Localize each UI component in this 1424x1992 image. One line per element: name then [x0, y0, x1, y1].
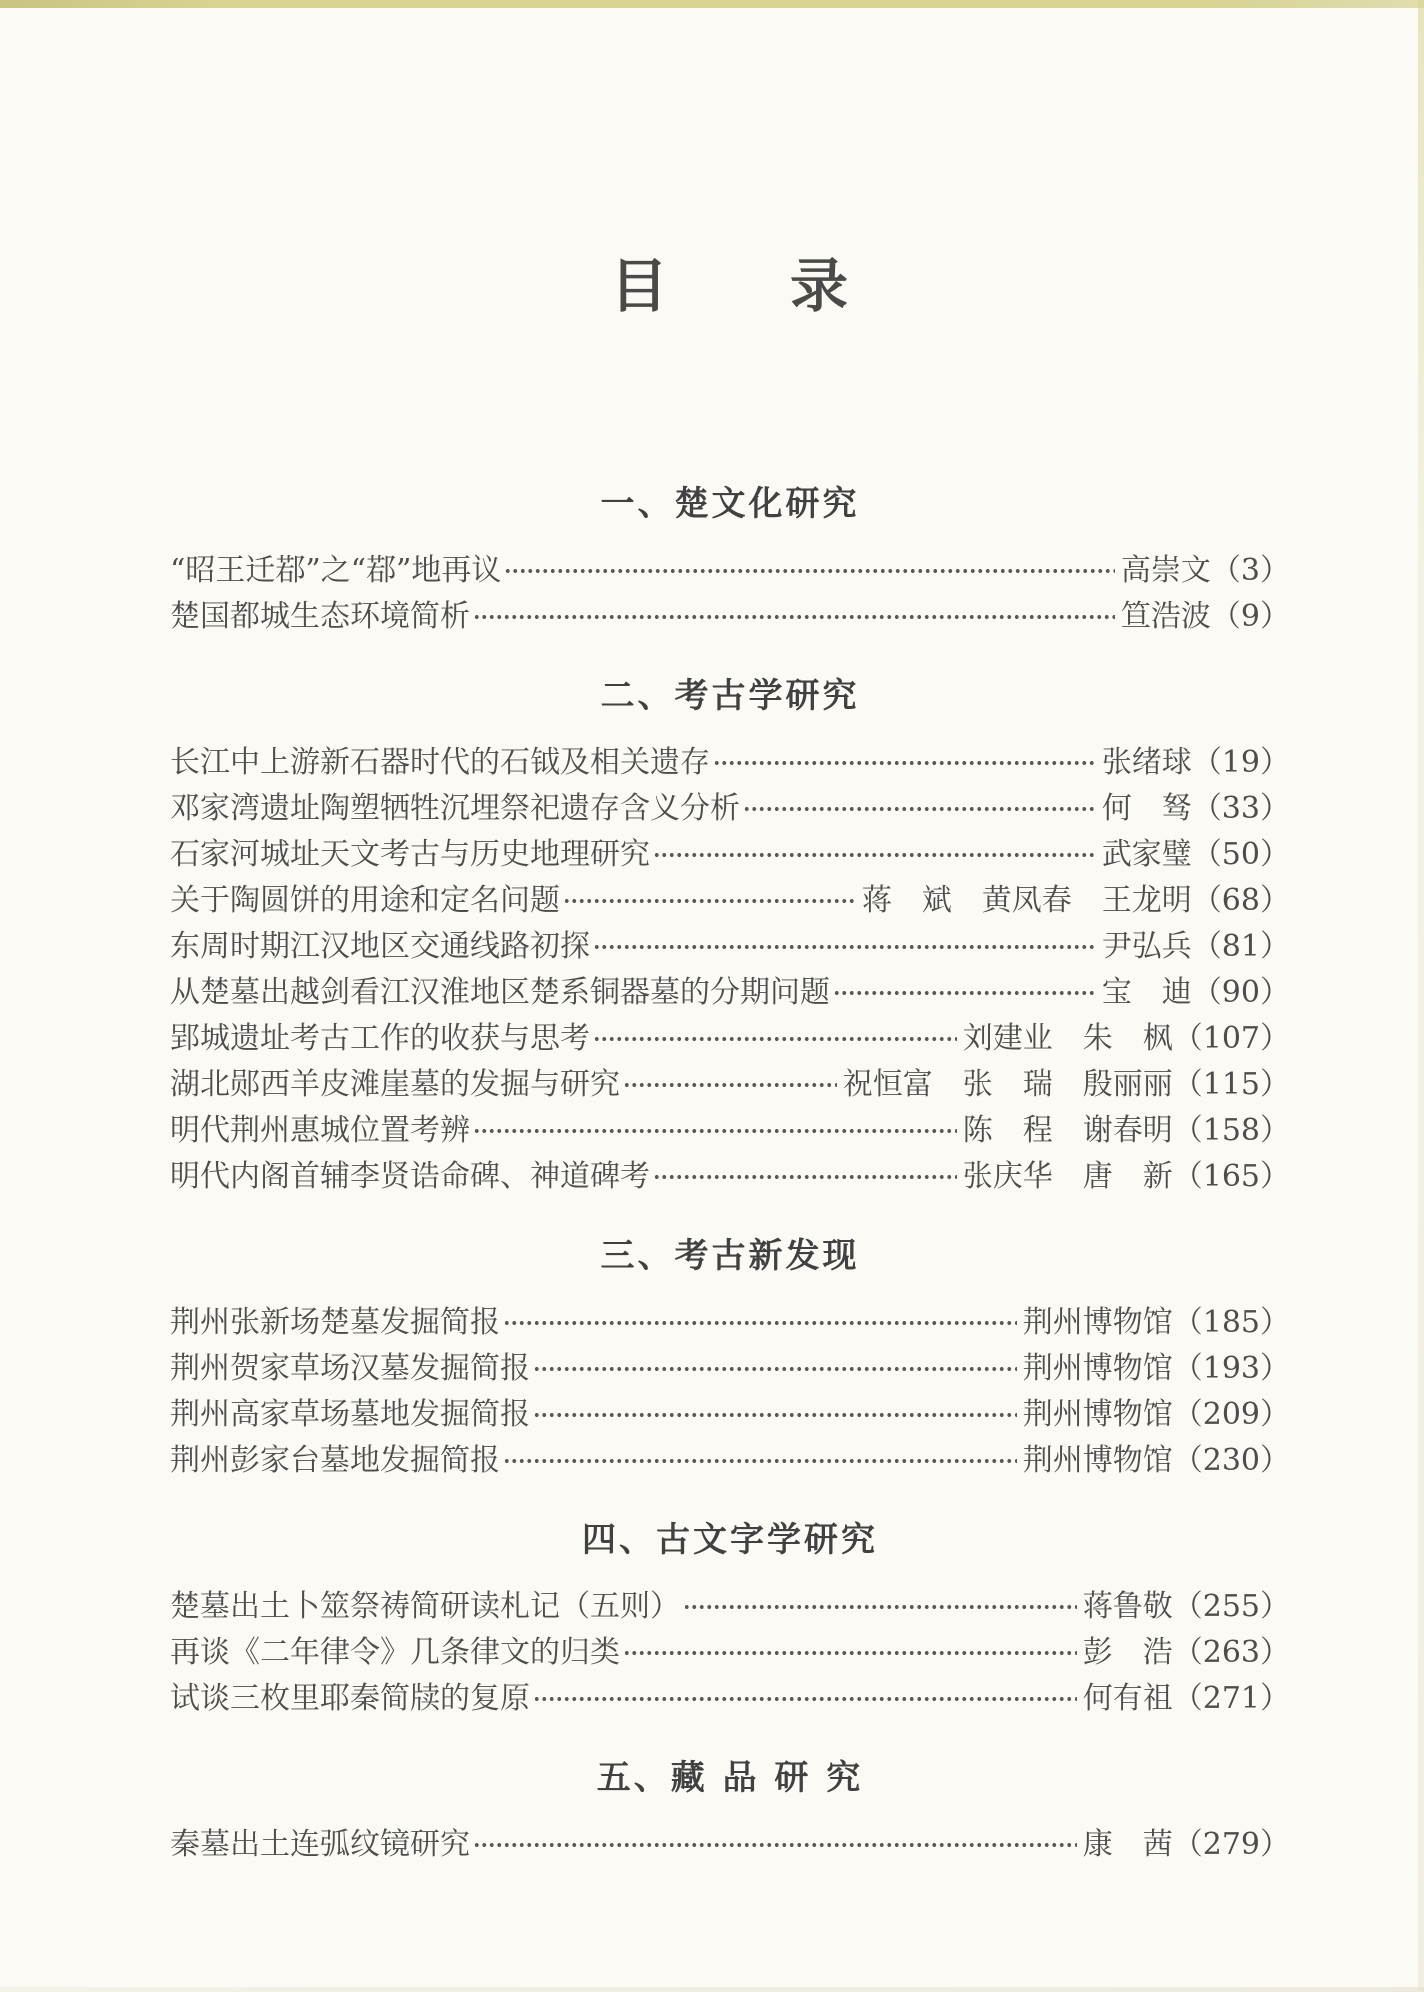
toc-entry	[170, 1016, 1290, 1062]
entry-title: 荆州贺家草场汉墓发掘简报	[170, 1351, 530, 1386]
entry-title: “昭王迁鄀”之“鄀”地再议	[170, 553, 502, 588]
entry-page-number: （90）	[1191, 975, 1290, 1010]
dot-leader	[504, 548, 1115, 594]
section-heading: 四、古文字学研究	[582, 1520, 878, 1560]
entry-page-number: （33）	[1191, 791, 1290, 826]
toc-entry	[170, 1108, 1290, 1154]
toc-entry	[170, 1438, 1290, 1484]
entry-page-number: （3）	[1210, 553, 1290, 588]
toc-entry	[170, 1300, 1290, 1346]
entry-authors: 康 茜	[1082, 1827, 1173, 1862]
entry-page-number: （185）	[1172, 1305, 1290, 1340]
entry-authors: 荆州博物馆	[1022, 1305, 1173, 1340]
entry-title: 湖北郧西羊皮滩崖墓的发掘与研究	[170, 1067, 620, 1102]
toc-entry	[170, 1584, 1290, 1630]
toc-entry	[170, 1062, 1290, 1108]
entry-authors: 何有祖	[1082, 1681, 1173, 1716]
section-entries	[170, 1822, 1290, 1868]
toc-entry	[170, 786, 1290, 832]
entry-authors: 荆州博物馆	[1022, 1397, 1173, 1432]
entry-page-number: （50）	[1191, 837, 1290, 872]
dot-leader	[653, 832, 1096, 878]
entry-title: 楚国都城生态环境简析	[170, 599, 470, 634]
dot-leader	[533, 1346, 1017, 1392]
entry-page-number: （255）	[1172, 1589, 1290, 1624]
entry-page-number: （115）	[1172, 1067, 1290, 1102]
entry-authors: 蒋 斌 黄凤春 王龙明	[861, 883, 1192, 918]
entry-title: 荆州张新场楚墓发掘简报	[170, 1305, 500, 1340]
entry-page-number: （271）	[1172, 1681, 1290, 1716]
entry-authors: 祝恒富 张 瑞 殷丽丽	[842, 1067, 1173, 1102]
dot-leader	[743, 786, 1096, 832]
entry-title: 荆州彭家台墓地发掘简报	[170, 1443, 500, 1478]
toc-section	[170, 1518, 1290, 1722]
entry-title: 秦墓出土连弧纹镜研究	[170, 1827, 470, 1862]
toc-entry	[170, 740, 1290, 786]
dot-leader	[623, 1062, 837, 1108]
section-entries	[170, 1584, 1290, 1722]
entry-title: 试谈三枚里耶秦简牍的复原	[170, 1681, 530, 1716]
section-heading: 五、藏 品 研 究	[596, 1758, 864, 1798]
dot-leader	[833, 970, 1096, 1016]
entry-page-number: （107）	[1172, 1021, 1290, 1056]
section-entries	[170, 548, 1290, 640]
toc-entry	[170, 594, 1290, 640]
entry-authors: 武家璧	[1101, 837, 1192, 872]
entry-authors: 刘建业 朱 枫	[962, 1021, 1173, 1056]
entry-title: 明代内阁首辅李贤诰命碑、神道碑考	[170, 1159, 650, 1194]
entry-page-number: （19）	[1191, 745, 1290, 780]
toc-entry	[170, 548, 1290, 594]
dot-leader	[473, 594, 1115, 640]
section-entries	[170, 740, 1290, 1200]
entry-page-number: （81）	[1191, 929, 1290, 964]
entry-title: 邓家湾遗址陶塑牺牲沉埋祭祀遗存含义分析	[170, 791, 740, 826]
toc-entry	[170, 1822, 1290, 1868]
toc-entry	[170, 924, 1290, 970]
entry-page-number: （193）	[1172, 1351, 1290, 1386]
toc-section	[170, 482, 1290, 640]
entry-authors: 宝 迪	[1101, 975, 1192, 1010]
entry-authors: 尹弘兵	[1101, 929, 1192, 964]
toc-entry	[170, 1676, 1290, 1722]
entry-page-number: （68）	[1191, 883, 1290, 918]
entry-authors: 张绪球	[1101, 745, 1192, 780]
dot-leader	[623, 1630, 1077, 1676]
entry-authors: 笪浩波	[1120, 599, 1211, 634]
entry-title: 石家河城址天文考古与历史地理研究	[170, 837, 650, 872]
scan-edge-bottom	[0, 1987, 1424, 1992]
entry-page-number: （230）	[1172, 1443, 1290, 1478]
toc-entry	[170, 1154, 1290, 1200]
dot-leader	[503, 1300, 1017, 1346]
scan-edge-top	[0, 0, 1424, 8]
toc-entry	[170, 1346, 1290, 1392]
entry-title: 再谈《二年律令》几条律文的归类	[170, 1635, 620, 1670]
entry-authors: 陈 程 谢春明	[962, 1113, 1173, 1148]
entry-authors: 荆州博物馆	[1022, 1351, 1173, 1386]
entry-page-number: （165）	[1172, 1159, 1290, 1194]
entry-title: 楚墓出土卜筮祭祷简研读札记（五则）	[170, 1589, 680, 1624]
toc-section	[170, 1234, 1290, 1484]
entry-authors: 张庆华 唐 新	[962, 1159, 1173, 1194]
toc-entry	[170, 1630, 1290, 1676]
dot-leader	[473, 1822, 1077, 1868]
entry-page-number: （263）	[1172, 1635, 1290, 1670]
section-entries	[170, 1300, 1290, 1484]
dot-leader	[653, 1154, 957, 1200]
entry-authors: 荆州博物馆	[1022, 1443, 1173, 1478]
section-heading: 二、考古学研究	[600, 676, 860, 716]
toc-entry	[170, 878, 1290, 924]
entry-authors: 何 驽	[1101, 791, 1192, 826]
section-heading: 一、楚文化研究	[600, 484, 860, 524]
dot-leader	[563, 878, 856, 924]
dot-leader	[533, 1676, 1077, 1722]
entry-title: 从楚墓出越剑看江汉淮地区楚系铜器墓的分期问题	[170, 975, 830, 1010]
entry-title: 荆州高家草场墓地发掘简报	[170, 1397, 530, 1432]
toc-section	[170, 1756, 1290, 1868]
content-column	[0, 246, 1424, 1868]
toc-entry	[170, 970, 1290, 1016]
toc-entry	[170, 1392, 1290, 1438]
dot-leader	[593, 924, 1096, 970]
toc-content	[170, 482, 1290, 1868]
entry-title: 关于陶圆饼的用途和定名问题	[170, 883, 560, 918]
entry-title: 明代荆州惠城位置考辨	[170, 1113, 470, 1148]
entry-page-number: （209）	[1172, 1397, 1290, 1432]
entry-authors: 彭 浩	[1082, 1635, 1173, 1670]
entry-authors: 蒋鲁敬	[1082, 1589, 1173, 1624]
dot-leader	[473, 1108, 957, 1154]
entry-authors: 高崇文	[1120, 553, 1211, 588]
entry-page-number: （158）	[1172, 1113, 1290, 1148]
entry-page-number: （9）	[1210, 599, 1290, 634]
page-title: 目 录	[609, 252, 850, 320]
entry-page-number: （279）	[1172, 1827, 1290, 1862]
toc-entry	[170, 832, 1290, 878]
dot-leader	[683, 1584, 1077, 1630]
entry-title: 东周时期江汉地区交通线路初探	[170, 929, 590, 964]
toc-section	[170, 674, 1290, 1200]
entry-title: 郢城遗址考古工作的收获与思考	[170, 1021, 590, 1056]
section-heading: 三、考古新发现	[600, 1236, 860, 1276]
dot-leader	[593, 1016, 957, 1062]
dot-leader	[503, 1438, 1017, 1484]
entry-title: 长江中上游新石器时代的石钺及相关遗存	[170, 745, 710, 780]
dot-leader	[713, 740, 1096, 786]
dot-leader	[533, 1392, 1017, 1438]
